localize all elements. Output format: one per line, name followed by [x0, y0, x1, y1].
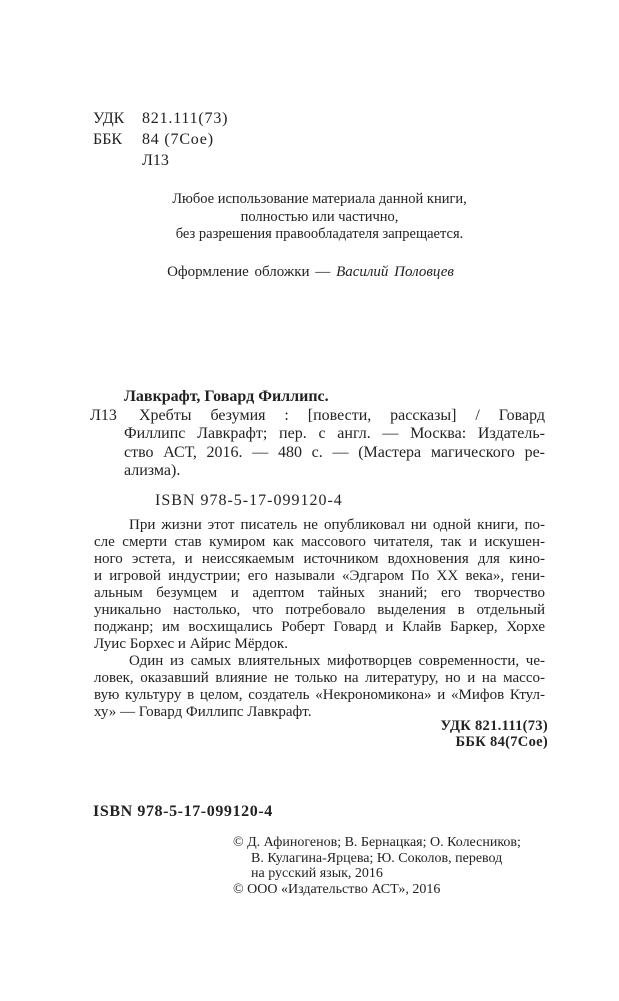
- catalog-card: [90, 388, 545, 510]
- udk-label: УДК: [93, 110, 125, 127]
- biblio-line: Филлипс Лавкрафт; пер. с англ. — Москва: Издатель-: [124, 425, 545, 442]
- cover-designer-name: Василий Половцев: [336, 264, 454, 280]
- cover-credit: [85, 264, 536, 281]
- bbk-value: 84 (7Сое): [142, 131, 214, 148]
- annotation-line: и игровой индустрии; его называли «Эдгаром По XX века», гени-: [94, 568, 545, 584]
- notice-line: полностью или частично,: [240, 208, 399, 225]
- biblio-line: Хребты безумия : [повести, рассказы] / Говард: [139, 406, 545, 424]
- annotation-line: При жизни этот писатель не опубликовал ни одной книги, по-: [129, 517, 545, 533]
- bibliographic-description: [124, 407, 545, 481]
- bbk-row: [93, 129, 228, 150]
- annotation-line: альным безумцем и адептом тайных знаний; его творчество: [94, 585, 545, 601]
- author-index-value: Л13: [142, 152, 169, 169]
- biblio-line: ство АСТ, 2016. — 480 с. — (Мастера магического ре-: [124, 443, 545, 461]
- isbn-bottom: ISBN 978-5-17-099120-4: [93, 803, 273, 820]
- bbk-code-bold: ББК 84(7Сое): [455, 733, 548, 750]
- annotation-line: ного эстета, и неиссякаемым источником вдохновения для кино-: [94, 551, 545, 567]
- bottom-codes-block: [441, 719, 548, 750]
- author-index-code: Л13: [90, 406, 117, 424]
- annotation-line: поджанр; им восхищались Роберт Говард и Клайв Баркер, Хорхе: [94, 619, 545, 635]
- annotation-line: ловек, оказавший влияние не только на литературу, но и на массо-: [94, 670, 545, 686]
- annotation-line: уникально настолько, что потребовало выделения в отдельный: [94, 602, 545, 618]
- annotation-line: сле смерти став кумиром как массового читателя, так и искушен-: [94, 534, 545, 550]
- author-heading: Лавкрафт, Говард Филлипс.: [124, 388, 329, 405]
- udk-code-bold: УДК 821.111(73): [440, 718, 548, 734]
- annotation-line: Луис Борхес и Айрис Мёрдок.: [94, 636, 288, 652]
- biblio-line: ализма).: [124, 462, 181, 479]
- annotation-line: вую культуру в целом, создатель «Некрономикона» и «Мифов Ктул-: [94, 687, 545, 703]
- cover-credit-prefix: Оформление обложки —: [167, 264, 337, 280]
- copyright-line: на русский язык, 2016: [251, 866, 383, 881]
- bbk-label: ББК: [93, 131, 123, 148]
- notice-line: без разрешения правообладателя запрещается.: [175, 226, 464, 242]
- annotation-paragraph-1: [94, 517, 545, 653]
- author-index-row: [93, 150, 228, 171]
- annotation-line: ху» — Говард Филлипс Лавкрафт.: [94, 704, 312, 720]
- top-catalog-block: [93, 108, 228, 171]
- udk-value: 821.111(73): [142, 110, 229, 127]
- annotation-line: Один из самых влиятельных мифотворцев современности, че-: [129, 653, 545, 669]
- annotation-paragraph-2: [94, 653, 545, 721]
- isbn-card: ISBN 978-5-17-099120-4: [155, 491, 343, 509]
- usage-notice: [94, 191, 545, 244]
- notice-line: Любое использование материала данной книги,: [172, 191, 467, 207]
- copyright-block: [233, 835, 521, 897]
- udk-row: [93, 108, 228, 129]
- copyright-line: © Д. Афиногенов; В. Бернацкая; О. Колесников;: [233, 835, 521, 850]
- copyright-line: В. Кулагина-Ярцева; Ю. Соколов, перевод: [251, 850, 503, 866]
- copyright-line: © ООО «Издательство АСТ», 2016: [233, 881, 441, 897]
